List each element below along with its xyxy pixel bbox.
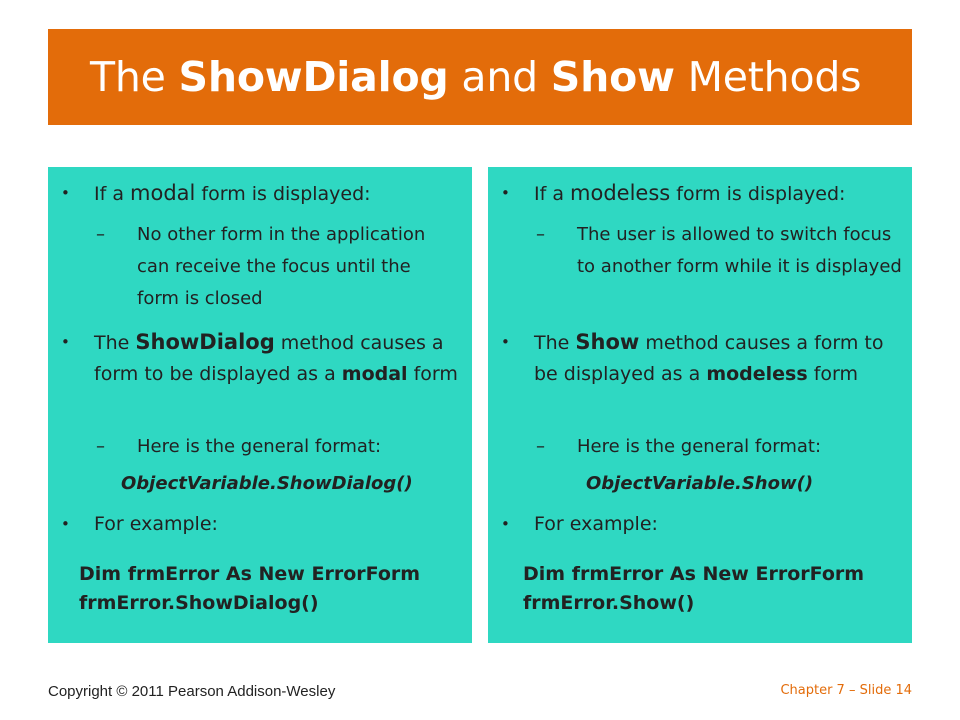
dash-marker: – (536, 436, 545, 457)
right-sub-format (536, 431, 897, 463)
text: The (534, 332, 576, 354)
dash-marker: – (96, 436, 105, 457)
slide-title (90, 53, 861, 101)
left-code-line-2: frmError.ShowDialog() (79, 592, 319, 614)
bullet-dot: • (501, 515, 510, 533)
right-bullet-show (501, 327, 910, 390)
right-bullet-modeless (501, 178, 904, 210)
text: form is displayed: (195, 183, 371, 205)
right-bullet-example (501, 509, 658, 540)
text: If a (94, 183, 131, 205)
title-text-show: Show (550, 53, 675, 101)
bullet-dot: • (61, 515, 70, 533)
text: Here is the general format: (577, 436, 822, 457)
emph-modeless: modeless (570, 181, 671, 205)
bullet-dot: • (61, 184, 70, 202)
left-bullet-modal (61, 178, 454, 210)
emph-show: Show (575, 330, 640, 354)
left-bullet-example (61, 509, 218, 540)
left-code-line-1: Dim frmError As New ErrorForm (79, 563, 421, 585)
dash-marker: – (96, 224, 105, 245)
bullet-dot: • (61, 333, 70, 351)
text: method causes a form to be displayed as a (534, 332, 884, 385)
text: No other form in the application can receive the focus until the form is closed (137, 224, 426, 309)
left-sub-format (96, 431, 457, 463)
text: modal (341, 363, 408, 385)
title-text-post: Methods (674, 53, 862, 101)
bullet-dot: • (501, 333, 510, 351)
left-bullet-showdialog (61, 327, 470, 390)
right-code-line-2: frmError.Show() (523, 592, 695, 614)
slide-number: Chapter 7 – Slide 14 (780, 683, 912, 698)
title-text-pre: The (90, 53, 179, 101)
right-code-line-1: Dim frmError As New ErrorForm (523, 563, 865, 585)
text: For example: (534, 513, 658, 535)
text: modeless (706, 363, 808, 385)
text: If a (534, 183, 571, 205)
left-sub-closed (96, 219, 457, 315)
bullet-dot: • (501, 184, 510, 202)
emph-modal: modal (130, 181, 196, 205)
left-panel (48, 167, 472, 643)
copyright-footer: Copyright © 2011 Pearson Addison-Wesley (48, 683, 336, 700)
text: form (407, 363, 458, 385)
text: For example: (94, 513, 218, 535)
title-bar (48, 29, 912, 125)
right-panel (488, 167, 912, 643)
left-format-syntax: ObjectVariable.ShowDialog() (121, 473, 413, 494)
text: method causes a form to be displayed as a (94, 332, 444, 385)
right-sub-switch (536, 219, 907, 283)
emph-showdialog: ShowDialog (135, 330, 275, 354)
title-text-showdialog: ShowDialog (178, 53, 449, 101)
title-text-mid: and (448, 53, 551, 101)
text: Here is the general format: (137, 436, 382, 457)
text: form (807, 363, 859, 385)
text: The user is allowed to switch focus to another form while it is displayed (577, 224, 902, 277)
dash-marker: – (536, 224, 545, 245)
text: The (94, 332, 136, 354)
right-format-syntax: ObjectVariable.Show() (586, 473, 814, 494)
text: form is displayed: (670, 183, 846, 205)
